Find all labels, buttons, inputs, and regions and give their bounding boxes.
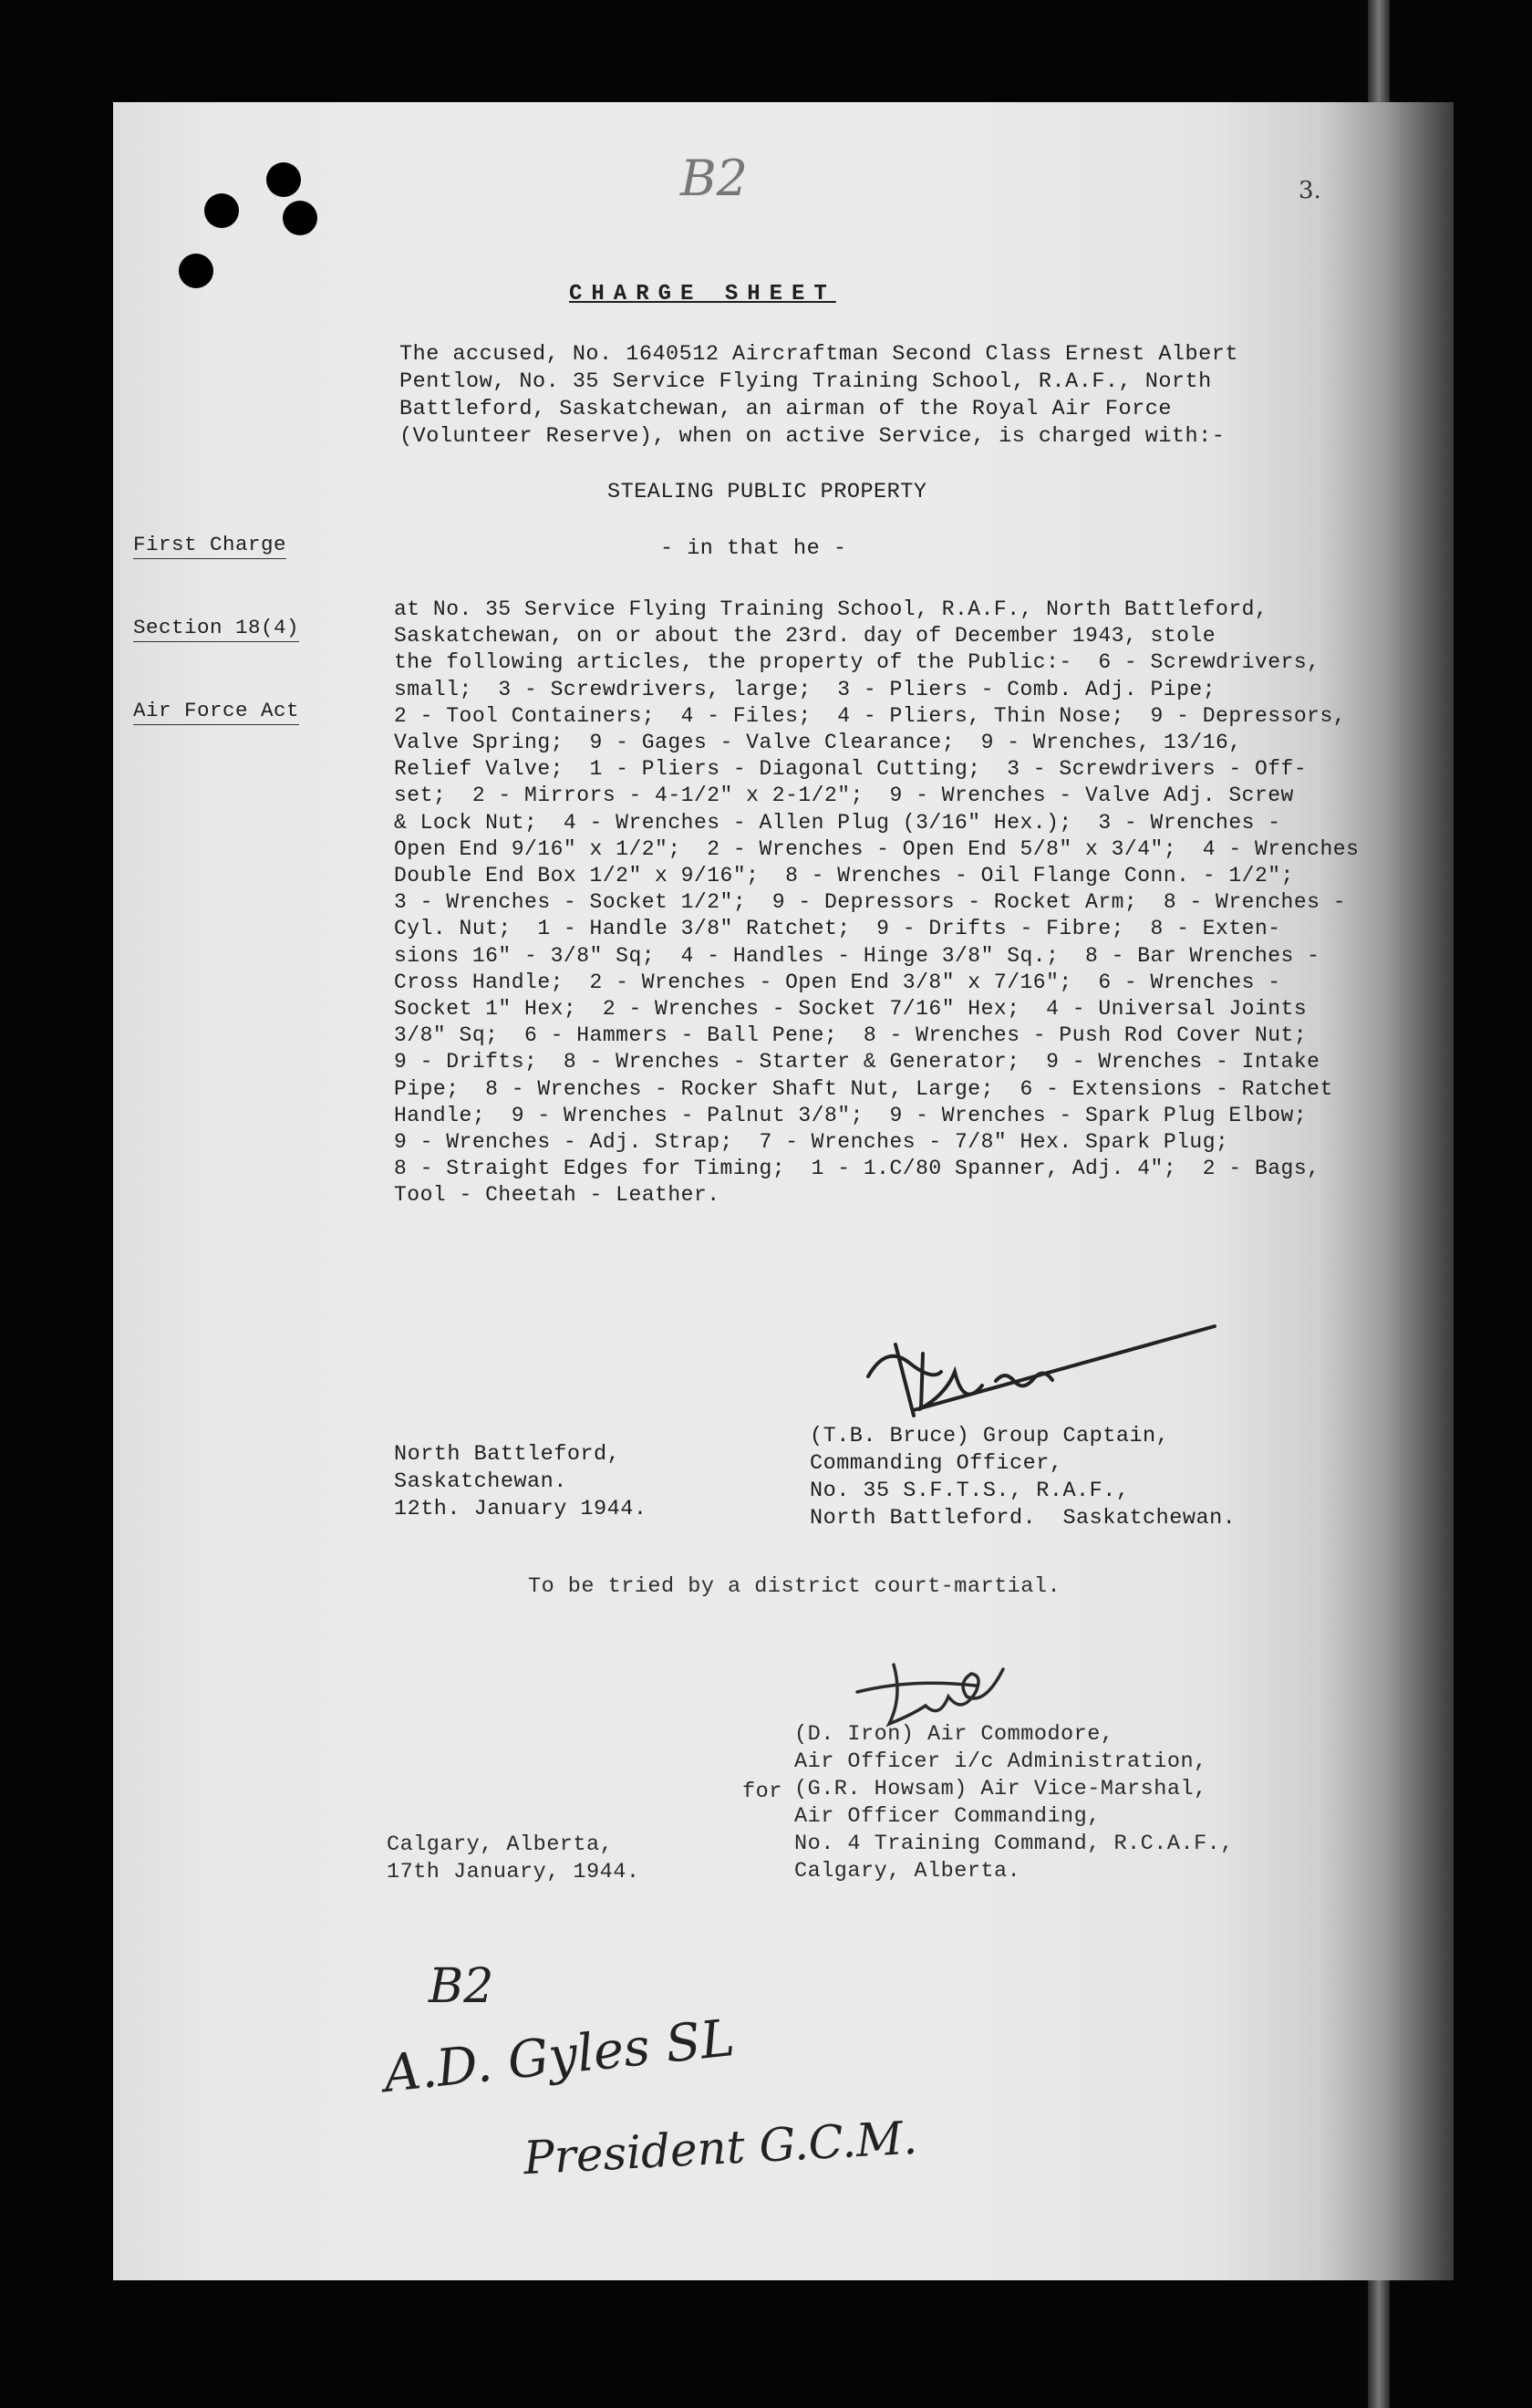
charge-act: Air Force Act <box>133 697 299 725</box>
handwritten-president-title: President G.C.M. <box>522 2111 919 2185</box>
for-label: for <box>742 1780 782 1804</box>
handwritten-annotation: B2 <box>680 150 749 207</box>
accused-statement: The accused, No. 1640512 Aircraftman Second Class Ernest Albert Pentlow, No. 35 Service Flying Training School, R.A.F., North Battleford, Saskatchewan, an airman of the Royal Air Force (Volunteer Reserve), when on active Service, is charged with:- <box>399 342 1238 449</box>
document-title: CHARGE SHEET <box>569 282 836 306</box>
offence-heading: STEALING PUBLIC PROPERTY <box>607 480 927 504</box>
place-date-issue: North Battleford, Saskatchewan. 12th. January 1944. <box>394 1442 647 1521</box>
charge-sheet-page <box>113 102 1454 2280</box>
handwritten-reference: B2 <box>429 1959 494 2014</box>
charge-section: Section 18(4) <box>133 614 299 642</box>
charge-number: First Charge <box>133 531 286 559</box>
air-officer-block: (D. Iron) Air Commodore, Air Officer i/c Administration, (G.R. Howsam) Air Vice-Marshal, Air Officer Commanding, No. 4 Training Command, R.C.A.F., Calgary, Alberta. <box>794 1722 1234 1884</box>
handwritten-president-name: A.D. Gyles SL <box>380 2008 738 2105</box>
punch-hole <box>204 193 239 228</box>
in-that-clause: - in that he - <box>660 536 847 561</box>
page-number: 3. <box>1299 177 1321 204</box>
punch-hole <box>179 254 213 288</box>
signature-bruce <box>859 1308 1242 1436</box>
place-date-confirmation: Calgary, Alberta, 17th January, 1944. <box>387 1832 640 1884</box>
punch-hole <box>266 162 301 197</box>
charge-margin-note <box>133 476 299 780</box>
commanding-officer-block: (T.B. Bruce) Group Captain, Commanding Officer, No. 35 S.F.T.S., R.A.F., North Battleford. Saskatchewan. <box>810 1424 1237 1531</box>
court-martial-note: To be tried by a district court-martial. <box>528 1574 1061 1599</box>
punch-hole <box>283 201 317 235</box>
offence-particulars: at No. 35 Service Flying Training School, R.A.F., North Battleford, Saskatchewan, on or about the 23rd. day of December 1943, stole the following articles, the property of the Public:- 6 - Screwdrivers, small; 3 - Screwdrivers, large; 3 - Pliers - Comb. Adj. Pipe; 2 - Tool Containers; 4 - Files; 4 - Pliers, Thin Nose; 9 - Depressors, Valve Spring; 9 - Gages - Valve Clearance; 9 - Wrenches, 13/16, Relief Valve; 1 - Pliers - Diagonal Cutting; 3 - Screwdrivers - Off- set; 2 - Mirrors - 4-1/2" x 2-1/2"; 9 - Wrenches - Valve Adj. Screw & Lock Nut; 4 - Wrenches - Allen Plug (3/16" Hex.); 3 - Wrenches - Open End 9/16" x 1/2"; 2 - Wrenches - Open End 5/8" x 3/4"; 4 - Wrenches Double End Box 1/2" x 9/16"; 8 - Wrenches - Oil Flange Conn. - 1/2"; 3 - Wrenches - Socket 1/2"; 9 - Depressors - Rocket Arm; 8 - Wrenches - Cyl. Nut; 1 - Handle 3/8" Ratchet; 9 - Drifts - Fibre; 8 - Exten- sions 16" - 3/8" Sq; 4 - Handles - Hinge 3/8" Sq.; 8 - Bar Wrenches - Cross Handle; 2 - Wrenches - Open End 3/8" x 7/16"; 6 - Wrenches - Socket 1" Hex; 2 - Wrenches - Socket 7/16" Hex; 4 - Universal Joints 3/8" Sq; 6 - Hammers - Ball Pene; 8 - Wrenches - Push Rod Cover Nut; 9 - Drifts; 8 - Wrenches - Starter & Generator; 9 - Wrenches - Intake Pipe; 8 - Wrenches - Rocker Shaft Nut, Large; 6 - Extensions - Ratchet Handle; 9 - Wrenches - Palnut 3/8"; 9 - Wrenches - Spark Plug Elbow; 9 - Wrenches - Adj. Strap; 7 - Wrenches - 7/8" Hex. Spark Plug; 8 - Straight Edges for Timing; 1 - 1.C/80 Spanner, Adj. 4"; 2 - Bags, Tool - Cheetah - Leather. <box>394 597 1360 1208</box>
